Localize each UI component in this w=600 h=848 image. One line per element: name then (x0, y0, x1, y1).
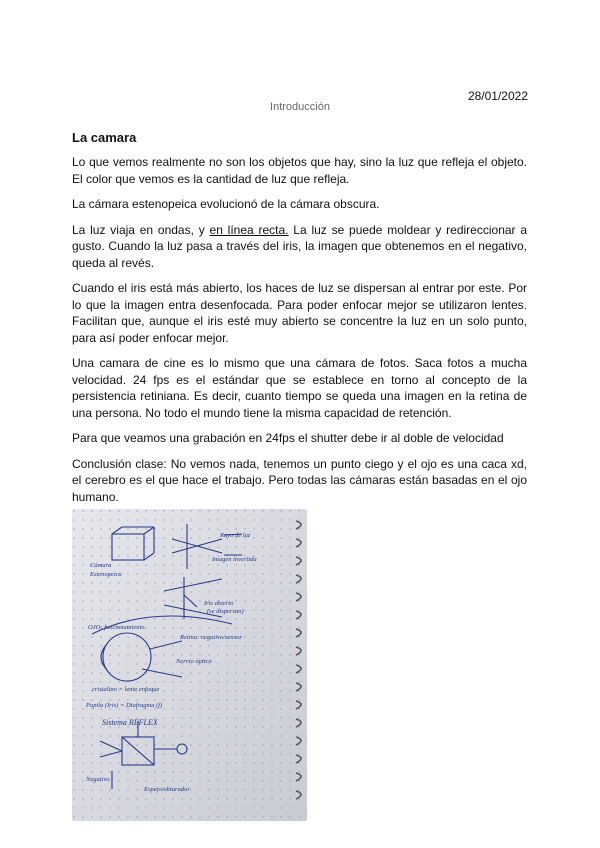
label-retina: Retina: negativo/sensor (180, 634, 242, 641)
paragraph-waves-pre: La luz viaja en ondas, y (72, 222, 210, 237)
paragraph-waves-post: La luz se puede moldear y redireccionar a gusto. Cuando la luz pasa a través del iris, la imagen que obtenemos en el negativo, queda al revés. (72, 222, 528, 270)
label-pupil: Pupila (Iris) = Diafragma (f) (86, 702, 163, 709)
dot-grid (72, 509, 307, 821)
label-mirror: Espejo/obturador (144, 786, 190, 793)
document-date: 28/01/2022 (467, 89, 528, 103)
label-reflex: Sistema REFLEX (102, 718, 158, 727)
notebook-sketch-svg (72, 509, 307, 821)
paragraph-shutter: Para que veamos una grabación en 24fps el shutter debe ir al doble de velocidad (72, 431, 504, 445)
paragraph-conclusion: Conclusión clase: No vemos nada, tenemos un punto ciego y el ojo es una caca xd, el cerebro es el que hace el trabajo. Pero todas las cámaras están basadas en el ojo humano. (72, 456, 527, 504)
section-heading: La camara (72, 130, 137, 145)
paragraph-light: Lo que vemos realmente no son los objetos que hay, sino la luz que refleja el objeto. El color que vemos es la cantidad de luz que refleja. (72, 155, 527, 186)
label-crystalline: cristalino = lente enfoque (92, 686, 160, 693)
label-eye: OJO: funcionamiento (88, 624, 145, 631)
notebook-sketch-photo (72, 509, 307, 821)
label-negative: Negativo (86, 776, 110, 783)
label-optic-nerve: Nervio óptico (176, 658, 212, 665)
label-camera: Cámara (90, 562, 112, 569)
label-ray: Rayo de luz (220, 532, 251, 539)
document-header-title: Introducción (270, 101, 330, 113)
label-disperse: (se dispersan) (207, 608, 244, 615)
paragraph-cinema: Una camara de cine es lo mismo que una cámara de fotos. Saca fotos a mucha velocidad. 24 fps es el estándar que se establece en torno al concepto de la persistencia retiniana. Es decir, cuanto tiempo se queda una imagen en la retina de una persona. No todo el mundo tiene la misma capacidad de retención. (72, 356, 527, 420)
paragraph-waves (72, 222, 527, 272)
document-body (72, 130, 527, 514)
label-iris-open: Iris abierto (204, 600, 234, 607)
label-pinhole: Estenopeica (90, 571, 122, 578)
label-inverted: Imagen invertida (212, 556, 257, 563)
paragraph-pinhole: La cámara estenopeica evolucionó de la cámara obscura. (72, 197, 380, 211)
paragraph-iris: Cuando el iris está más abierto, los haces de luz se dispersan al entrar por este. Por lo que la imagen entra desenfocada. Para poder enfocar mejor se utilizaron lentes. Facilitan que, aunque el iris esté muy abierto se concentre la luz en un solo punto, para así poder enfocar mejor. (72, 281, 527, 345)
underlined-phrase: en línea recta. (209, 222, 289, 237)
